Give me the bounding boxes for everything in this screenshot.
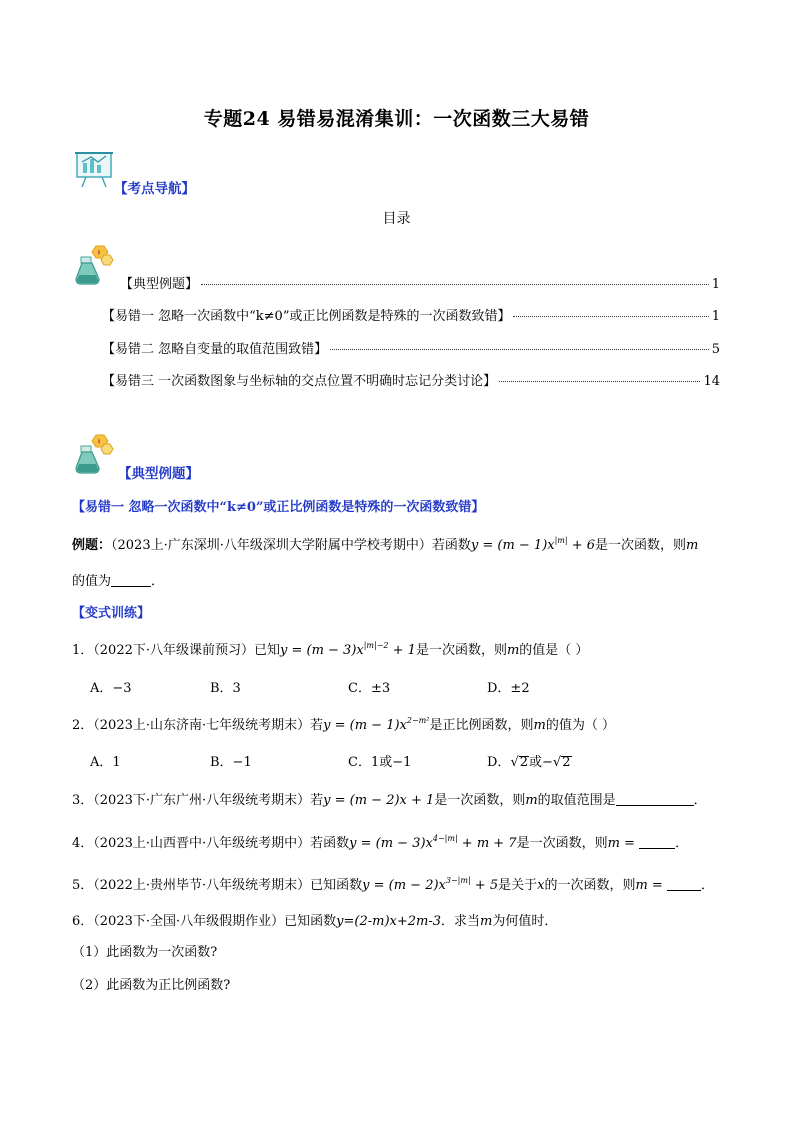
question-1: 1．（2022下·八年级课前预习）已知$y = (m - 3)x^{|m|-2} + 1$是一次函数，则m的值是（ ） bbox=[72, 641, 589, 658]
example-formula: $y = (m - 1)x^{|m|} + 6$ bbox=[470, 536, 596, 553]
toc-leader-dots bbox=[201, 284, 709, 285]
question-4: 4．（2023上·山西晋中·八年级统考期中）若函数$y = (m - 3)x^{4-|m|} + m + 7$是一次函数，则m = ． bbox=[72, 834, 689, 851]
answer-blank[interactable] bbox=[616, 793, 694, 806]
toc-entry-label: 【易错一 忽略一次函数中“k≠0”或正比例函数是特殊的一次函数致错】 bbox=[102, 309, 511, 324]
question-3: 3．（2023下·广东广州·八年级统考期末）若y = (m − 2)x + 1是一次函数，则m的取值范围是 ． bbox=[72, 793, 707, 808]
q1-option-a[interactable]: A．−3 bbox=[90, 681, 132, 696]
q1-option-c[interactable]: C．±3 bbox=[348, 681, 391, 696]
presentation-board-icon bbox=[74, 150, 116, 190]
chemistry-flask-icon bbox=[72, 432, 116, 476]
example-text: 是一次函数，则 bbox=[595, 538, 687, 553]
q1-option-b[interactable]: B．3 bbox=[210, 681, 241, 696]
practice-label: 【变式训练】 bbox=[72, 606, 151, 621]
q2-option-b[interactable]: B．−1 bbox=[210, 755, 252, 770]
toc-entry-typical[interactable] bbox=[120, 273, 720, 292]
answer-blank[interactable] bbox=[667, 878, 701, 891]
toc-page-number: 1 bbox=[711, 277, 720, 292]
q6-sub-1: （1）此函数为一次函数? bbox=[72, 945, 218, 960]
page-title: 专题24 易错易混淆集训：一次函数三大易错 bbox=[203, 108, 590, 130]
toc-heading: 目录 bbox=[382, 211, 411, 227]
example-line-2: 的值为 ． bbox=[72, 574, 165, 589]
question-5: 5．（2022上·贵州毕节·八年级统考期末）已知函数$y = (m - 2)x^{3-|m|} + 5$是关于x的一次函数，则m = ． bbox=[72, 876, 714, 893]
toc-entry-label: 【易错二 忽略自变量的取值范围致错】 bbox=[102, 342, 328, 357]
toc-page-number: 1 bbox=[711, 309, 720, 324]
typical-examples-label: 【典型例题】 bbox=[118, 466, 199, 482]
section-1-heading: 【易错一 忽略一次函数中“k≠0”或正比例函数是特殊的一次函数致错】 bbox=[72, 500, 485, 515]
toc-leader-dots bbox=[499, 381, 700, 382]
toc-leader-dots bbox=[513, 316, 708, 317]
question-6: 6．（2023下·全国·八年级假期作业）已知函数y=(2-m)x+2m-3．求当m为何值时． bbox=[72, 914, 558, 929]
nav-label: 【考点导航】 bbox=[114, 181, 195, 197]
example-var: m bbox=[686, 538, 699, 553]
q2-option-d[interactable]: D．√2或−√2 bbox=[487, 755, 571, 770]
q2-option-c[interactable]: C．1或−1 bbox=[348, 755, 412, 770]
toc-entry-error-3[interactable] bbox=[102, 370, 720, 389]
q1-option-d[interactable]: D．±2 bbox=[487, 681, 530, 696]
toc-leader-dots bbox=[330, 349, 709, 350]
example-prefix: 例题： bbox=[72, 538, 112, 553]
toc-page-number: 5 bbox=[711, 342, 720, 357]
q2-option-a[interactable]: A．1 bbox=[90, 755, 121, 770]
toc-entry-label: 【典型例题】 bbox=[120, 277, 199, 292]
toc-entry-error-2[interactable] bbox=[102, 338, 720, 357]
toc-entry-label: 【易错三 一次函数图象与坐标轴的交点位置不明确时忘记分类讨论】 bbox=[102, 374, 497, 389]
answer-blank[interactable] bbox=[111, 574, 151, 587]
toc-entry-error-1[interactable] bbox=[102, 305, 720, 324]
toc-page-number: 14 bbox=[703, 374, 720, 389]
q6-sub-2: （2）此函数为正比例函数? bbox=[72, 978, 231, 993]
example-line-1 bbox=[72, 534, 698, 553]
question-2: 2．（2023上·山东济南·七年级统考期末）若$y = (m - 1)x^{2-m^2}$是正比例函数，则m的值为（ ） bbox=[72, 716, 615, 733]
chemistry-flask-icon bbox=[72, 243, 116, 287]
example-source: （2023上·广东深圳·八年级深圳大学附属中学校考期中）若函数 bbox=[111, 538, 471, 553]
answer-blank[interactable] bbox=[639, 836, 675, 849]
